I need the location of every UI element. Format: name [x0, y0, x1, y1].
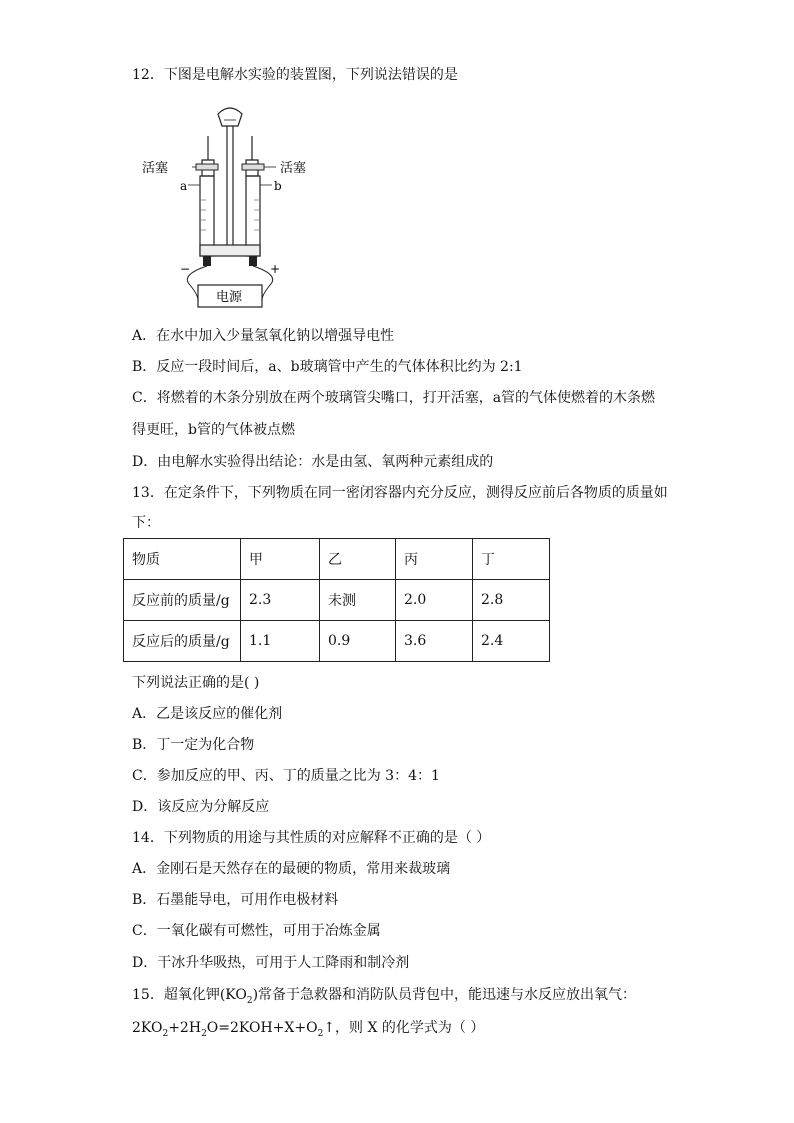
label-b: b [274, 179, 282, 193]
label-minus: − [180, 262, 191, 276]
electrode-negative [203, 256, 211, 266]
q14-option-b: B．石墨能导电，可用作电极材料 [132, 892, 339, 908]
electrolysis-apparatus-figure [140, 100, 307, 315]
q12-option-c: C．将燃着的木条分别放在两个玻璃管尖嘴口，打开活塞，a管的气体使燃着的木条燃 [132, 390, 656, 406]
q13-question: 下列说法正确的是( ) [132, 675, 260, 691]
table-cell: 3.6 [396, 621, 473, 662]
q12-option-a: A．在水中加入少量氢氧化钠以增强导电性 [132, 328, 395, 344]
table-header-cell: 丙 [396, 539, 473, 580]
tube-a [200, 176, 214, 256]
funnel-shape [218, 108, 242, 126]
connecting-tube [200, 245, 260, 256]
label-stopcock-right: 活塞 [280, 161, 307, 176]
stopcock-a [196, 164, 218, 170]
table-cell: 2.0 [396, 580, 473, 621]
q12-option-c-cont: 得更旺，b管的气体被点燃 [132, 422, 295, 438]
scale-marks [201, 200, 259, 230]
q13-option-a: A．乙是该反应的催化剂 [132, 706, 283, 722]
q13-stem-line2: 下： [132, 515, 160, 531]
mass-table [123, 538, 550, 662]
q13-option-d: D．该反应为分解反应 [132, 799, 270, 815]
table-cell: 2.4 [473, 621, 550, 662]
table-header-cell: 乙 [320, 539, 396, 580]
q15-equation: $2KO_2+2H_2O=2KOH+X+O_2↑$，则 X 的化学式为（ ） [132, 1020, 485, 1039]
q14-option-d: D．干冰升华吸热，可用于人工降雨和制冷剂 [132, 955, 410, 971]
label-a: a [180, 179, 188, 193]
table-cell: 反应前的质量/g [124, 580, 241, 621]
stopcock-b [242, 164, 264, 170]
q14-option-a: A．金刚石是天然存在的最硬的物质，常用来裁玻璃 [132, 861, 451, 877]
table-cell: 2.8 [473, 580, 550, 621]
q14-option-c: C．一氧化碳有可燃性，可用于冶炼金属 [132, 923, 381, 939]
tube-b [246, 176, 260, 256]
q15-stem: 15．超氧化钾$(KO_2)$常备于急救器和消防队员背包中，能迅速与水反应放出氧气： [132, 987, 637, 1006]
table-header-cell: 丁 [473, 539, 550, 580]
table-cell: 反应后的质量/g [124, 621, 241, 662]
q14-stem: 14．下列物质的用途与其性质的对应解释不正确的是（ ） [132, 830, 491, 846]
table-row [124, 580, 550, 621]
table-row [124, 621, 550, 662]
label-power: 电源 [216, 290, 243, 305]
table-cell: 0.9 [320, 621, 396, 662]
q13-option-c: C．参加反应的甲、丙、丁的质量之比为 3：4：1 [132, 768, 440, 784]
q13-stem-line1: 13．在定条件下，下列物质在同一密闭容器内充分反应，测得反应前后各物质的质量如 [132, 485, 668, 501]
table-header-cell: 物质 [124, 539, 241, 580]
label-plus: + [270, 262, 281, 276]
q12-option-b: B．反应一段时间后，a、b玻璃管中产生的气体体积比约为 2:1 [132, 359, 523, 375]
electrode-positive [249, 256, 257, 266]
table-header-cell: 甲 [241, 539, 320, 580]
q13-option-b: B．丁一定为化合物 [132, 737, 255, 753]
table-row [124, 539, 550, 580]
table-cell: 2.3 [241, 580, 320, 621]
q12-option-d: D．由电解水实验得出结论：水是由氢、氧两种元素组成的 [132, 454, 494, 470]
table-cell: 未测 [320, 580, 396, 621]
q12-stem: 12．下图是电解水实验的装置图，下列说法错误的是 [132, 67, 458, 83]
label-stopcock-left: 活塞 [142, 161, 169, 176]
table-cell: 1.1 [241, 621, 320, 662]
